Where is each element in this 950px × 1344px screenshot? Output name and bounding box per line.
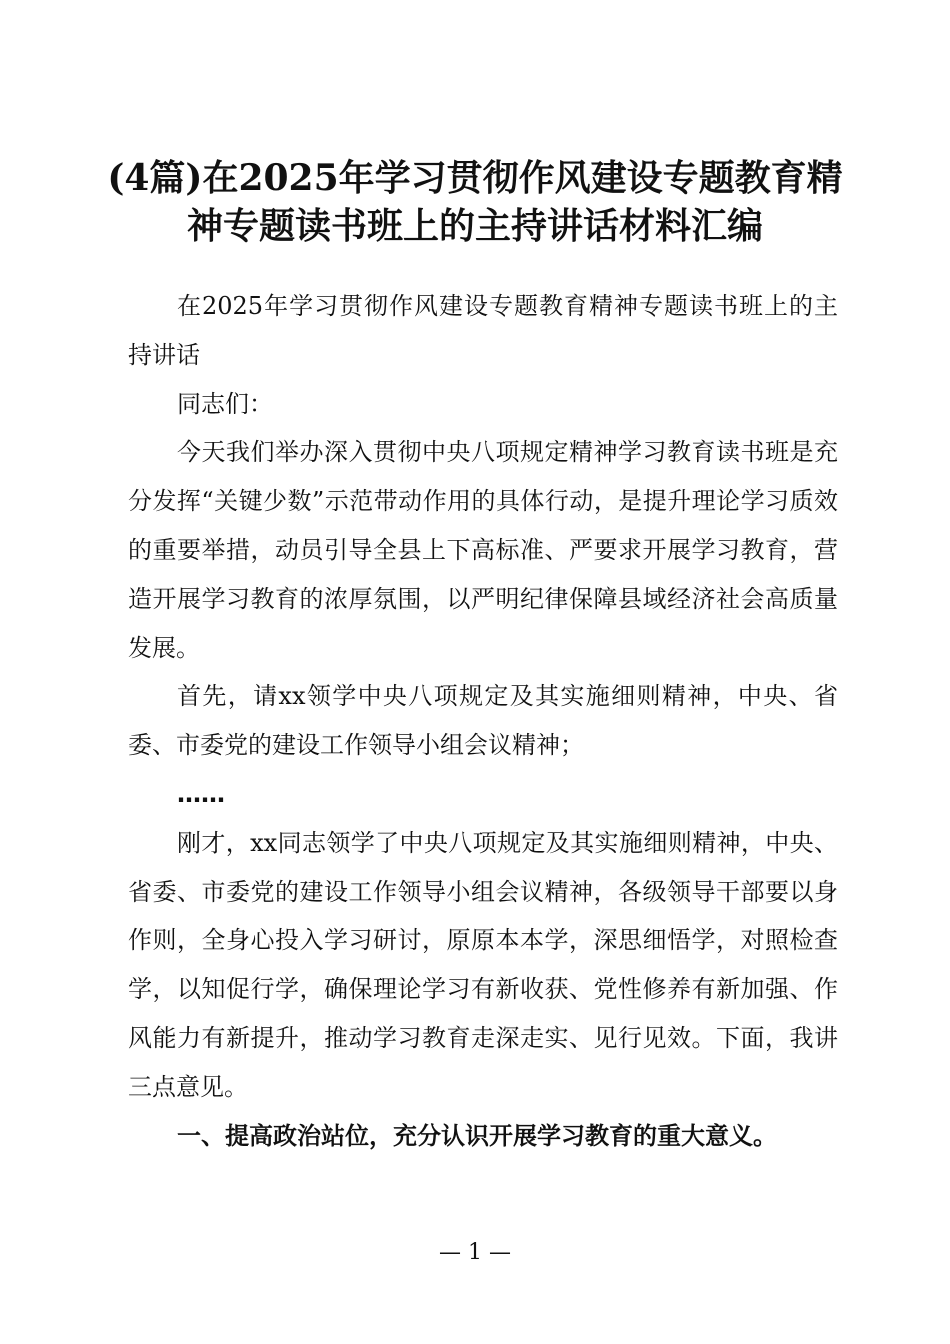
- document-title-line-2: 神专题读书班上的主持讲话材料汇编: [186, 205, 763, 247]
- section-heading: 一、提高政治站位，充分认识开展学习教育的重大意义。: [177, 1121, 777, 1150]
- document-title-line-1: (4篇)在2025年学习贯彻作风建设专题教育精: [107, 157, 843, 199]
- body-paragraph: 刚才，xx同志领学了中央八项规定及其实施细则精神，中央、省委、市委党的建设工作领导小组会议精神，各级领导干部要以身作则，全身心投入学习研讨，原原本本学，深思细悟学，对照检查学，以知促行学，确保理论学习有新收获、党性修养有新加强、作风能力有新提升，推动学习教育走深走实、见行见效。下面，我讲三点意见。: [128, 828, 838, 1101]
- subtitle-paragraph: 在2025年学习贯彻作风建设专题教育精神专题读书班上的主持讲话: [128, 292, 838, 369]
- ellipsis-paragraph: ……: [177, 779, 225, 808]
- body-paragraph: 今天我们举办深入贯彻中央八项规定精神学习教育读书班是充分发挥“关键少数”示范带动作用的具体行动，是提升理论学习质效的重要举措，动员引导全县上下高标准、严要求开展学习教育，营造开展学习教育的浓厚氛围，以严明纪律保障县域经济社会高质量发展。: [128, 438, 838, 662]
- salutation-paragraph: 同志们：: [177, 389, 273, 418]
- document-body: [128, 282, 838, 1160]
- body-paragraph: 首先，请xx领学中央八项规定及其实施细则精神，中央、省委、市委党的建设工作领导小组会议精神；: [128, 682, 838, 760]
- page-number: — 1 —: [439, 1240, 511, 1265]
